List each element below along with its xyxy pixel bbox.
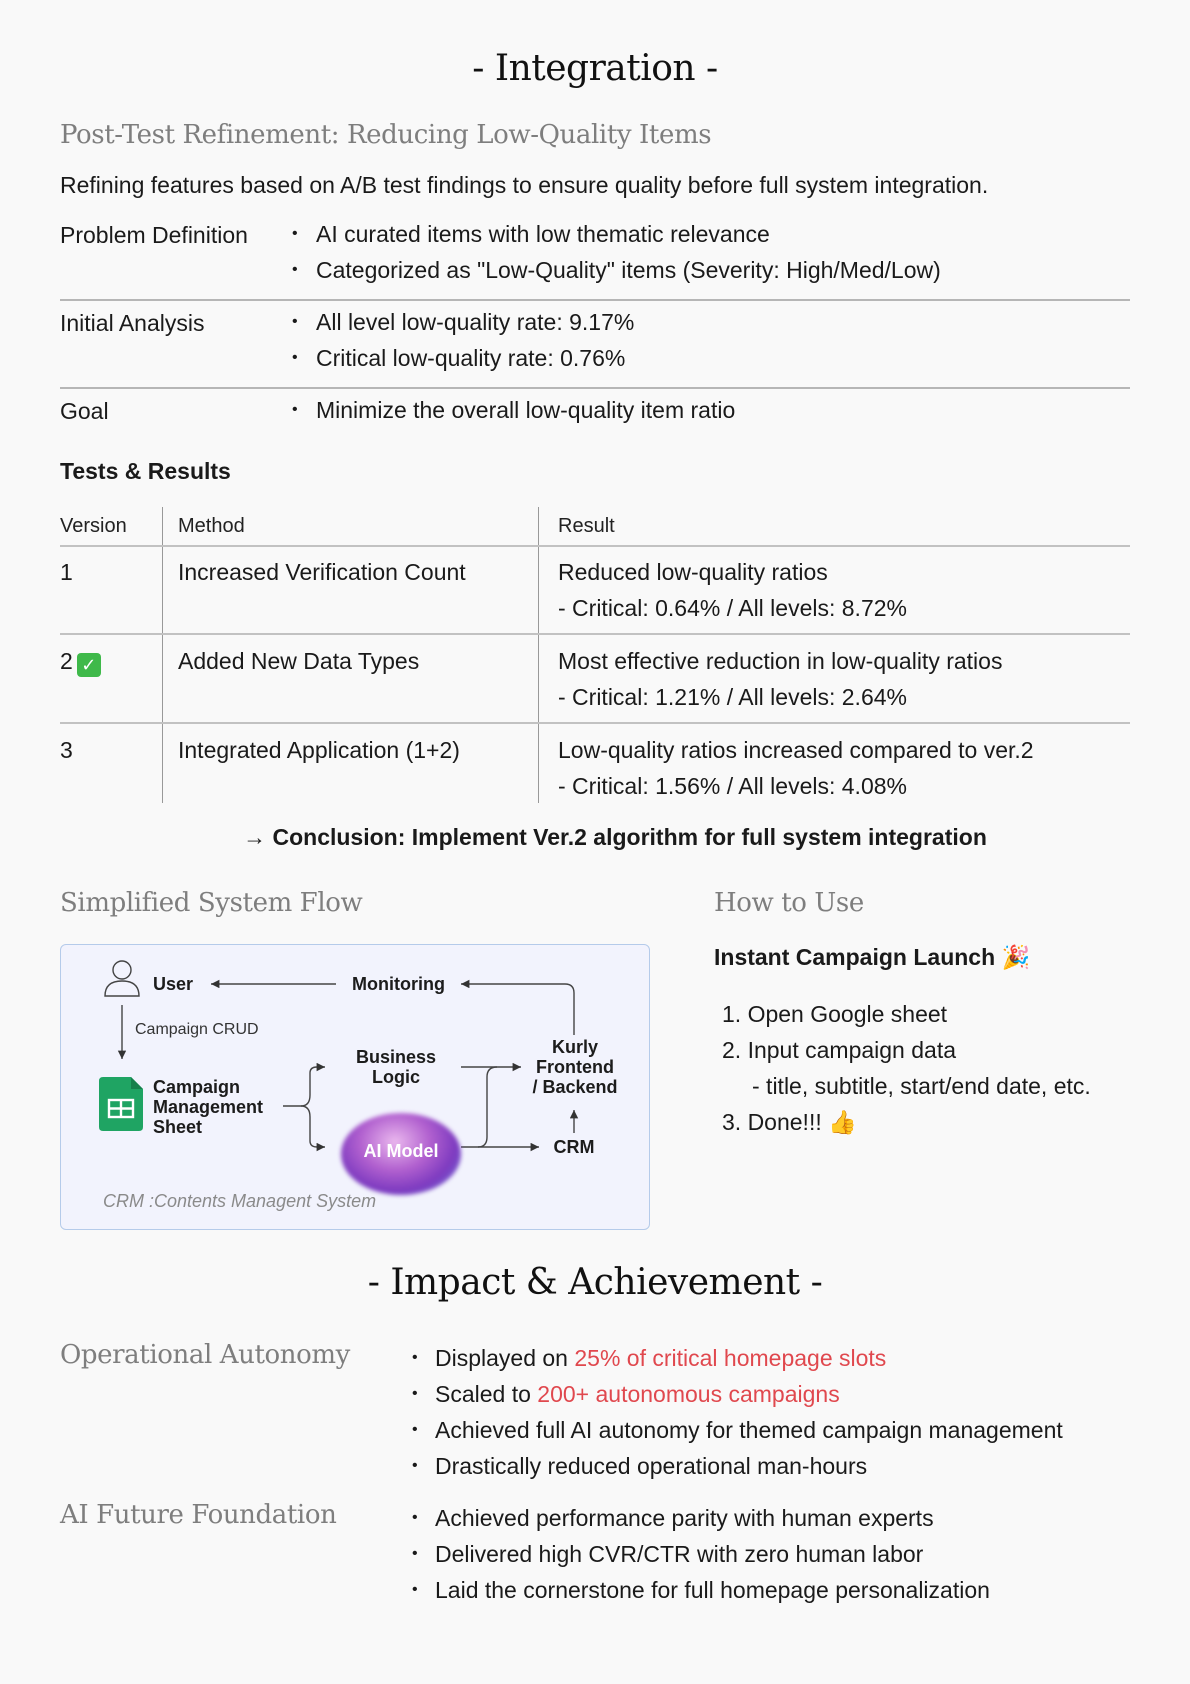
node-kurly-line: Kurly xyxy=(551,1037,598,1057)
node-kurly-line: Frontend xyxy=(536,1057,614,1077)
impact-text: Displayed on xyxy=(435,1345,575,1371)
divider xyxy=(60,299,1130,301)
operational-heading: Operational Autonomy xyxy=(60,1340,350,1370)
table-cell-result: Reduced low-quality ratios xyxy=(558,559,828,585)
def-label: Problem Definition xyxy=(60,222,248,248)
def-item: • Critical low-quality rate: 0.76% xyxy=(292,340,634,376)
table-cell-method: Increased Verification Count xyxy=(178,559,466,585)
table-col-divider xyxy=(162,507,163,803)
table-cell-method: Integrated Application (1+2) xyxy=(178,737,460,763)
how-steps xyxy=(722,996,1091,1140)
def-item: • All level low-quality rate: 9.17% xyxy=(292,304,634,340)
table-cell-result: Most effective reduction in low-quality ratios xyxy=(558,648,1003,674)
table-header-result: Result xyxy=(558,515,615,537)
table-cell-result-detail: - Critical: 0.64% / All levels: 8.72% xyxy=(558,595,907,621)
tests-heading: Tests & Results xyxy=(60,458,231,484)
table-cell-method: Added New Data Types xyxy=(178,648,420,674)
table-cell-version: 1 xyxy=(60,559,73,585)
node-sheet-line: Sheet xyxy=(153,1117,203,1137)
integration-title: - Integration - xyxy=(472,48,718,89)
table-col-divider xyxy=(538,507,539,803)
node-sheet xyxy=(153,1077,263,1137)
table-header-version: Version xyxy=(60,515,127,537)
table-divider xyxy=(60,633,1130,635)
refinement-intro: Refining features based on A/B test findings to ensure quality before full system integration. xyxy=(60,172,989,198)
impact-item: • Achieved full AI autonomy for themed campaign management xyxy=(410,1412,1063,1448)
divider xyxy=(60,387,1130,389)
check-mark-icon: ✓ xyxy=(77,653,101,677)
refinement-heading: Post-Test Refinement: Reducing Low-Quality Items xyxy=(60,120,712,150)
node-crm: CRM xyxy=(553,1137,595,1157)
def-item: • AI curated items with low thematic relevance xyxy=(292,216,941,252)
table-cell-version: 3 xyxy=(60,737,73,763)
node-kurly-line: / Backend xyxy=(532,1077,618,1097)
table-cell-result: Low-quality ratios increased compared to ver.2 xyxy=(558,737,1034,763)
def-item: • Categorized as "Low-Quality" items (Severity: High/Med/Low) xyxy=(292,252,941,288)
foundation-heading: AI Future Foundation xyxy=(60,1500,337,1530)
how-step: 2. Input campaign data xyxy=(722,1037,956,1063)
google-sheets-icon xyxy=(99,1077,143,1131)
def-label: Goal xyxy=(60,398,109,424)
node-ai-model: AI Model xyxy=(363,1141,439,1161)
table-cell-version xyxy=(60,643,101,679)
table-divider xyxy=(60,545,1130,547)
node-user: User xyxy=(153,974,194,994)
diagram-footnote: CRM :Contents Managent System xyxy=(103,1191,377,1211)
impact-item: • Laid the cornerstone for full homepage personalization xyxy=(410,1572,990,1608)
version-number: 2 xyxy=(60,648,73,674)
how-step: 3. Done!!! 👍 xyxy=(722,1109,857,1135)
impact-item: • Delivered high CVR/CTR with zero human labor xyxy=(410,1536,990,1572)
impact-item xyxy=(410,1340,1063,1376)
node-sheet-line: Management xyxy=(153,1097,264,1117)
table-header-method: Method xyxy=(178,515,245,537)
foundation-list xyxy=(410,1500,990,1608)
how-heading: How to Use xyxy=(714,888,864,918)
flow-heading: Simplified System Flow xyxy=(60,888,363,918)
table-cell-result-detail: - Critical: 1.21% / All levels: 2.64% xyxy=(558,684,907,710)
impact-text: Scaled to xyxy=(435,1381,538,1407)
conclusion: → Conclusion: Implement Ver.2 algorithm for full system integration xyxy=(243,824,987,850)
user-icon xyxy=(105,957,141,999)
system-flow-diagram xyxy=(60,944,650,1230)
node-monitoring: Monitoring xyxy=(352,974,445,994)
def-item: • Minimize the overall low-quality item ratio xyxy=(292,392,735,428)
impact-highlight: 25% of critical homepage slots xyxy=(574,1345,887,1371)
how-step: 1. Open Google sheet xyxy=(722,1001,948,1027)
impact-item: • Drastically reduced operational man-hours xyxy=(410,1448,1063,1484)
node-kurly xyxy=(523,1037,627,1097)
impact-highlight: 200+ autonomous campaigns xyxy=(537,1381,840,1407)
table-divider xyxy=(60,722,1130,724)
def-label: Initial Analysis xyxy=(60,310,205,336)
node-business-logic xyxy=(331,1047,461,1087)
how-subheading: Instant Campaign Launch 🎉 xyxy=(714,944,1031,970)
node-sheet-line: Campaign xyxy=(153,1077,241,1097)
how-step-detail: - title, subtitle, start/end date, etc. xyxy=(752,1073,1091,1099)
impact-item: • Achieved performance parity with human experts xyxy=(410,1500,990,1536)
node-business-line: Logic xyxy=(372,1067,420,1087)
table-cell-result-detail: - Critical: 1.56% / All levels: 4.08% xyxy=(558,773,907,799)
impact-title: - Impact & Achievement - xyxy=(367,1262,823,1303)
impact-item xyxy=(410,1376,1063,1412)
node-business-line: Business xyxy=(355,1047,437,1067)
operational-list xyxy=(410,1340,1063,1484)
edge-label-crud: Campaign CRUD xyxy=(135,1021,259,1038)
